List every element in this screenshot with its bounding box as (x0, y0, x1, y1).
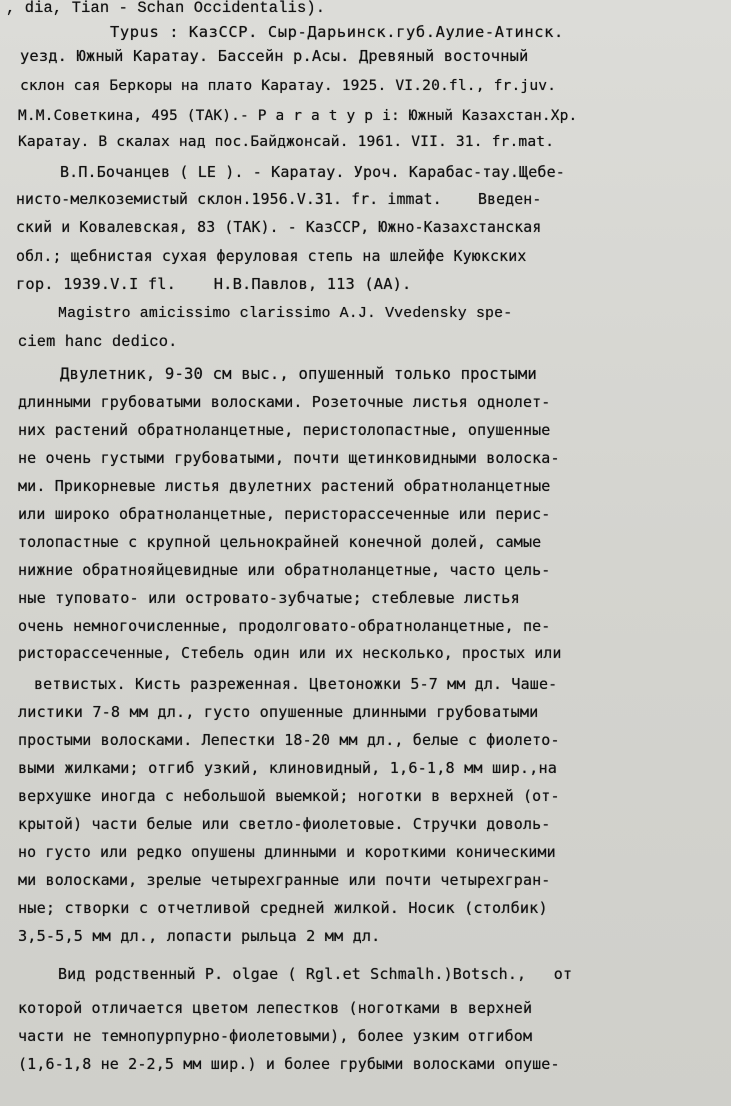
text-line: части не темнопурпурно-фиолетовыми), более узким отгибом (18, 1027, 533, 1045)
text-line: (1,6-1,8 не 2-2,5 мм шир.) и более грубыми волосками опуше- (18, 1055, 560, 1073)
text-line: склон сая Беркоры на плато Каратау. 1925. VI.20.fl., fr.juv. (20, 77, 557, 94)
text-line: ский и Ковалевская, 83 (ТАК). - КазССР, Южно-Казахстанская (16, 219, 542, 236)
text-line: длинными грубоватыми волосками. Розеточные листья однолет- (18, 393, 551, 411)
text-line: гор. 1939.V.I fl. Н.В.Павлов, 113 (АА). (16, 275, 412, 293)
text-line: толопастные с крупной цельнокрайней конечной долей, самые (18, 533, 542, 551)
text-line: Magistro amicissimo clarissimo A.J. Vvedensky spe- (58, 306, 513, 322)
text-line: М.М.Советкина, 495 (ТАК).- P a r a t y p i: Южный Казахстан.Хр. (18, 108, 578, 124)
text-line: ветвистых. Кисть разреженная. Цветоножки 5-7 мм дл. Чаше- (34, 675, 558, 693)
text-line: них растений обратноланцетные, перистолопастные, опушенные (18, 421, 551, 439)
text-line: верхушке иногда с небольшой выемкой; ноготки в верхней (от- (18, 787, 560, 805)
text-line: не очень густыми грубоватыми, почти щетинковидными волоска- (18, 449, 560, 467)
text-line: нисто-мелкоземистый склон.1956.V.31. fr. immat. Введен- (16, 191, 542, 208)
text-line: Вид родственный P. olgae ( Rgl.et Schmalh.)Botsch., от (58, 965, 573, 983)
text-line: уезд. Южный Каратау. Бассейн р.Асы. Древяный восточный (20, 47, 529, 65)
text-line: очень немногочисленные, продолговато-обратноланцетные, пе- (18, 617, 551, 635)
text-line: 3,5-5,5 мм дл., лопасти рыльца 2 мм дл. (18, 927, 381, 945)
text-line: крытой) части белые или светло-фиолетовые. Стручки доволь- (18, 815, 551, 833)
text-line: ные; створки с отчетливой средней жилкой. Носик (столбик) (18, 899, 548, 917)
text-line: или широко обратноланцетные, перисторассеченные или перис- (18, 505, 551, 523)
text-line: обл.; щебнистая сухая феруловая степь на шлейфе Куюкских (16, 247, 527, 265)
text-line: ми волосками, зрелые четырехгранные или почти четырехгран- (18, 871, 551, 889)
text-line: но густо или редко опушены длинными и короткими коническими (18, 843, 556, 861)
text-line: нижние обратнояйцевидные или обратноланцетные, часто цель- (18, 561, 551, 579)
text-line: выми жилками; отгиб узкий, клиновидный, 1,6-1,8 мм шир.,на (18, 759, 558, 777)
text-line: В.П.Бочанцев ( LE ). - Каратау. Уроч. Карабас-тау.Щебе- (60, 163, 565, 181)
text-line: Двулетник, 9-30 см выс., опушенный только простыми (60, 365, 537, 383)
text-line: простыми волосками. Лепестки 18-20 мм дл., белые с фиолето- (18, 731, 560, 749)
text-line: ciem hanc dedico. (18, 333, 178, 351)
text-line: которой отличается цветом лепестков (ноготками в верхней (18, 999, 533, 1017)
text-line: ристорассеченные, Стебель один или их несколько, простых или (18, 645, 562, 662)
text-line: ные туповато- или островато-зубчатые; стеблевые листья (18, 589, 520, 607)
text-line: , dia, Tian - Schan Occidentalis). (6, 0, 326, 17)
text-line: листики 7-8 мм дл., густо опушенные длинными грубоватыми (18, 703, 539, 721)
text-line: Каратау. В скалах над пос.Байджонсай. 1961. VII. 31. fr.mat. (18, 133, 555, 150)
text-line: Typus : КазССР. Сыр-Дарьинск.губ.Аулие-Атинск. (110, 23, 564, 41)
text-line: ми. Прикорневые листья двулетних растений обратноланцетные (18, 477, 551, 495)
